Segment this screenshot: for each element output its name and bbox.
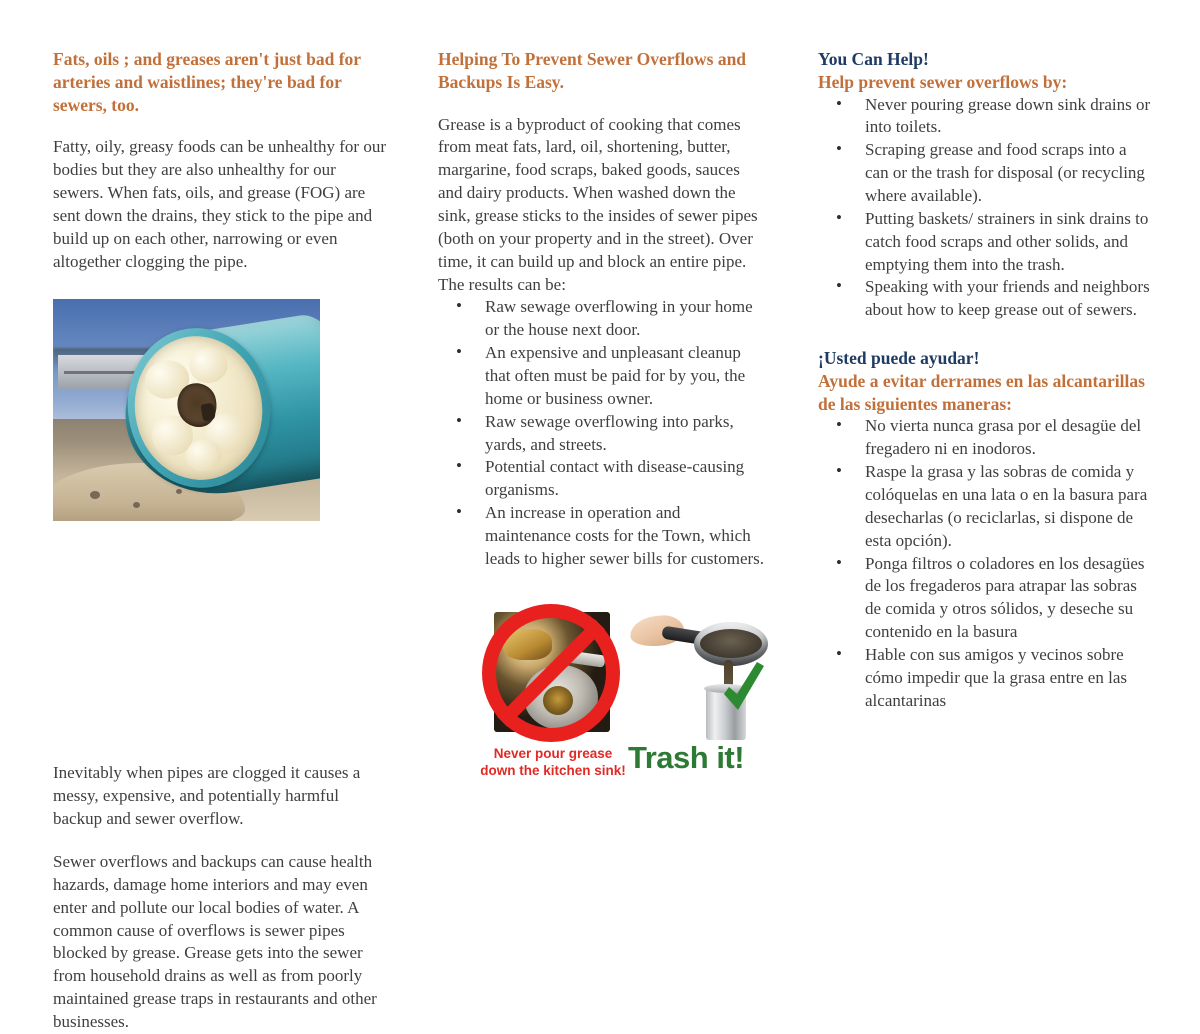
left-paragraph-3: Sewer overflows and backups can cause health hazards, damage home interiors and may even enter and pollute our local bodies of water. A common cause of overflows is sewer pipes blocked by grease. Grease gets into the sewer from household drains as well as from poorly maintained grease traps in restaurants and other businesses. xyxy=(53,851,377,1031)
list-item: • No vierta nunca grasa por el desagüe del fregadero ni en inodoros. xyxy=(818,415,1152,461)
poster-warning-caption xyxy=(478,746,628,780)
poster-caption-line-2: down the kitchen sink! xyxy=(480,762,626,778)
right-column-heading-spanish: ¡Usted puede ayudar! xyxy=(818,348,980,369)
middle-paragraph-1: Grease is a byproduct of cooking that comes from meat fats, lard, oil, shortening, butter, margarine, food scraps, baked goods, sauces and dairy products. When washed down the sink, grease sticks to the insides of sewer pipes (both on your property and in the street). Over time, it can build up and block an entire pipe. xyxy=(438,114,758,271)
poster-trash-it-text: Trash it! xyxy=(628,740,745,775)
left-paragraph-1: Fatty, oily, greasy foods can be unhealthy for our bodies but they are also unhealthy for our sewers. When fats, oils, and grease (FOG) are sent down the drains, they stick to the pipe and build up on each other, narrowing or even altogether clogging the pipe. xyxy=(53,137,386,271)
column-middle xyxy=(438,48,768,778)
trash-it-poster xyxy=(478,602,768,794)
checkmark-icon xyxy=(720,660,768,722)
poster-solution-panel xyxy=(628,602,768,750)
list-item: • An increase in operation and maintenance costs for the Town, which leads to higher sewer bills for customers. xyxy=(438,502,768,571)
tips-list-english xyxy=(818,94,1152,323)
list-item: • Never pouring grease down sink drains or into toilets. xyxy=(818,94,1152,140)
list-item: • Raw sewage overflowing into parks, yards, and streets. xyxy=(438,411,768,457)
list-item: • Raspe la grasa y las sobras de comida y colóquelas en una lata o en la basura para desecharlas (o reciclarlas, si dispone de esta opción). xyxy=(818,461,1152,552)
poster-caption-line-1: Never pour grease xyxy=(493,746,613,761)
list-item: • Scraping grease and food scraps into a can or the trash for disposal (or recycling where available). xyxy=(818,139,1152,208)
column-left xyxy=(53,48,388,1034)
poster-prohibition-panel xyxy=(478,602,626,750)
list-item: • Speaking with your friends and neighbors about how to keep grease out of sewers. xyxy=(818,276,1152,322)
left-column-heading: Fats, oils ; and greases aren't just bad for arteries and waistlines; they're bad for sewers, too. xyxy=(53,49,361,115)
list-item: • Potential contact with disease-causing organisms. xyxy=(438,456,768,502)
column-right xyxy=(818,48,1152,713)
middle-column-heading: Helping To Prevent Sewer Overflows and Backups Is Easy. xyxy=(438,49,747,92)
list-item: • Hable con sus amigos y vecinos sobre cómo impedir que la grasa entre en las alcantarinas xyxy=(818,644,1152,713)
list-item: • Putting baskets/ strainers in sink drains to catch food scraps and other solids, and emptying them into the trash. xyxy=(818,208,1152,277)
right-column-subheading-spanish: Ayude a evitar derrames en las alcantarillas de las siguientes maneras: xyxy=(818,370,1145,414)
list-item: • Ponga filtros o coladores en los desagües de los fregaderos para atrapar las sobras de comida y otros sólidos, y deseche su contenido en la basura xyxy=(818,553,1152,644)
right-column-subheading-english: Help prevent sewer overflows by: xyxy=(818,71,1068,92)
photo-debris xyxy=(133,502,140,508)
results-list xyxy=(438,296,768,570)
list-item: • Raw sewage overflowing in your home or the house next door. xyxy=(438,296,768,342)
pan-grease-contents xyxy=(700,629,762,658)
results-list-lead-in: The results can be: xyxy=(438,274,566,294)
photo-grease-lump xyxy=(187,345,230,385)
list-item: • An expensive and unpleasant cleanup that often must be paid for by you, the home or business owner. xyxy=(438,342,768,411)
clogged-pipe-photo xyxy=(53,299,320,521)
prohibition-icon xyxy=(482,604,620,742)
right-column-heading-english: You Can Help! xyxy=(818,49,929,69)
left-paragraph-2: Inevitably when pipes are clogged it causes a messy, expensive, and potentially harmful backup and sewer overflow. xyxy=(53,763,361,829)
tips-list-spanish xyxy=(818,415,1152,712)
